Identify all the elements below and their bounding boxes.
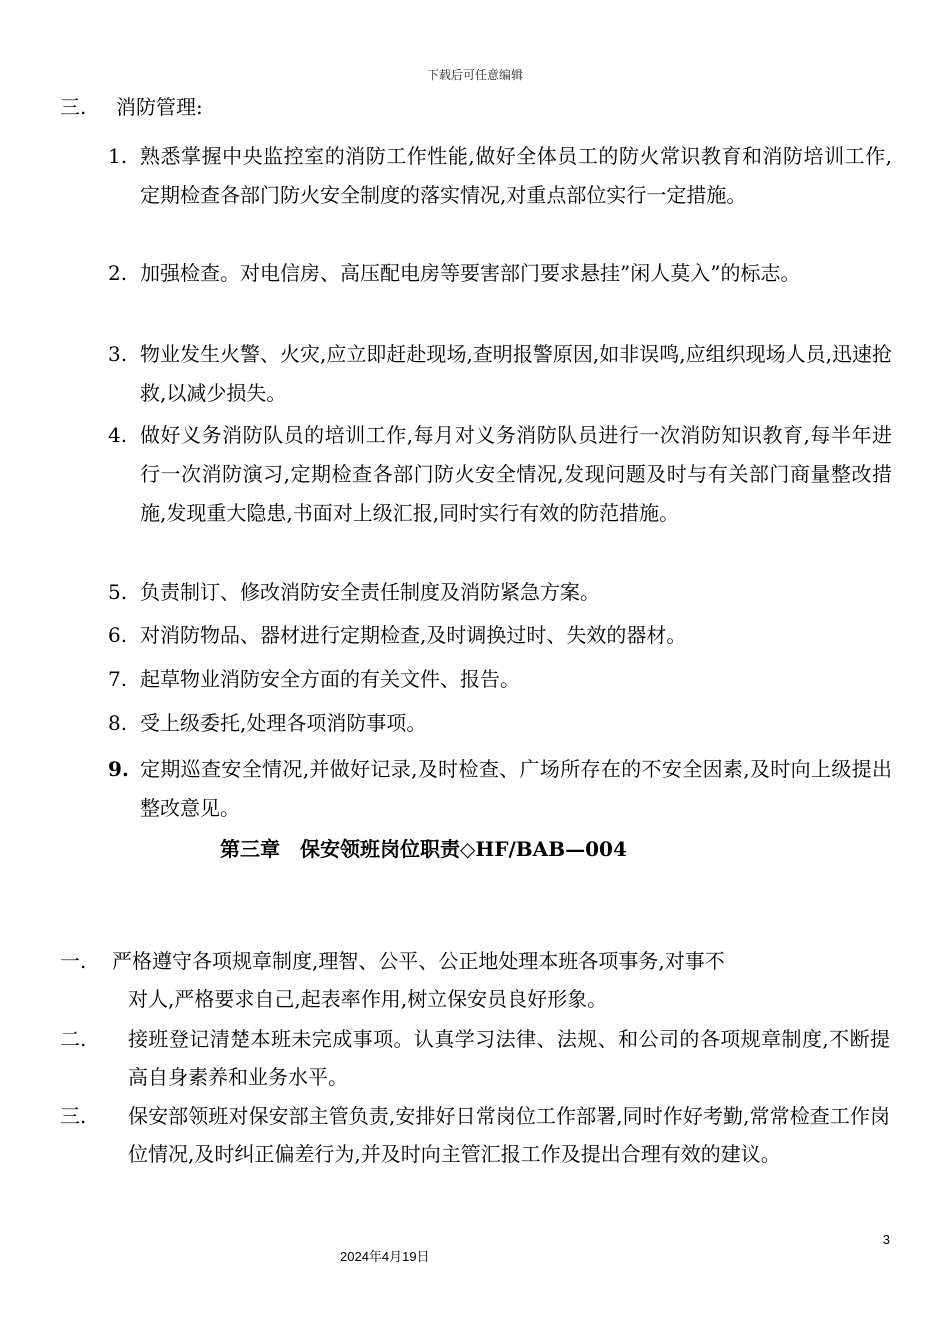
item-number: 4. bbox=[108, 423, 128, 447]
section-title: 消防管理: bbox=[116, 95, 203, 119]
item-text: 定期巡查安全情况,并做好记录,及时检查、广场所存在的不安全因素,及时向上级提出整改意见。 bbox=[140, 757, 892, 820]
list-item bbox=[108, 616, 892, 655]
duty-text-line2: 对人,严格要求自己,起表率作用,树立保安员良好形象。 bbox=[128, 987, 608, 1011]
duty-text-line1: 严格遵守各项规章制度,理智、公平、公正地处理本班各项事务,对事不 bbox=[112, 949, 725, 973]
list-item bbox=[108, 416, 892, 533]
item-number: 3. bbox=[108, 342, 128, 366]
footer-date: 2024年4月19日 bbox=[340, 1249, 430, 1264]
duty-item bbox=[60, 1020, 890, 1096]
item-text: 做好义务消防队员的培训工作,每月对义务消防队员进行一次消防知识教育,每半年进行一次消防演习,定期检查各部门防火安全情况,发现问题及时与有关部门商量整改措施,发现重大隐患,书面对上级汇报,同时实行有效的防范措施。 bbox=[140, 423, 892, 525]
list-item bbox=[108, 750, 892, 828]
list-item bbox=[108, 137, 892, 215]
item-number: 1. bbox=[108, 144, 128, 168]
item-text: 受上级委托,处理各项消防事项。 bbox=[140, 711, 427, 735]
duty-number: 一. bbox=[60, 949, 87, 973]
section-heading bbox=[60, 92, 203, 122]
item-number: 5. bbox=[108, 580, 128, 604]
list-item bbox=[108, 660, 892, 699]
duty-item bbox=[60, 1097, 890, 1173]
item-text: 熟悉掌握中央监控室的消防工作性能,做好全体员工的防火常识教育和消防培训工作,定期检查各部门防火安全制度的落实情况,对重点部位实行一定措施。 bbox=[140, 144, 892, 207]
item-number: 8. bbox=[108, 711, 128, 735]
item-number: 2. bbox=[108, 261, 128, 285]
list-item bbox=[108, 335, 892, 413]
list-item bbox=[108, 704, 892, 743]
duty-number: 二. bbox=[60, 1027, 87, 1051]
duty-text: 保安部领班对保安部主管负责,安排好日常岗位工作部署,同时作好考勤,常常检查工作岗位情况,及时纠正偏差行为,并及时向主管汇报工作及提出合理有效的建议。 bbox=[128, 1104, 890, 1166]
section-number: 三. bbox=[60, 95, 87, 119]
item-number: 9. bbox=[108, 757, 129, 781]
item-number: 7. bbox=[108, 667, 128, 691]
item-text: 负责制订、修改消防安全责任制度及消防紧急方案。 bbox=[140, 580, 600, 604]
item-text: 加强检查。对电信房、高压配电房等要害部门要求悬挂”闲人莫入”的标志。 bbox=[140, 261, 801, 285]
chapter-title: 第三章 保安领班岗位职责◇HF/BAB—004 bbox=[220, 837, 627, 861]
item-text: 起草物业消防安全方面的有关文件、报告。 bbox=[140, 667, 520, 691]
list-item bbox=[108, 573, 892, 612]
item-text: 对消防物品、器材进行定期检查,及时调换过时、失效的器材。 bbox=[140, 623, 687, 647]
header-note: 下载后可任意编辑 bbox=[426, 68, 523, 82]
duty-item bbox=[60, 942, 890, 1018]
item-number: 6. bbox=[108, 623, 128, 647]
list-item bbox=[108, 254, 892, 293]
duty-text: 接班登记清楚本班未完成事项。认真学习法律、法规、和公司的各项规章制度,不断提高自身素养和业务水平。 bbox=[128, 1027, 890, 1089]
duty-number: 三. bbox=[60, 1104, 87, 1128]
page-number: 3 bbox=[882, 1232, 890, 1247]
item-text: 物业发生火警、火灾,应立即赶赴现场,查明报警原因,如非误鸣,应组织现场人员,迅速抢救,以减少损失。 bbox=[140, 342, 892, 405]
